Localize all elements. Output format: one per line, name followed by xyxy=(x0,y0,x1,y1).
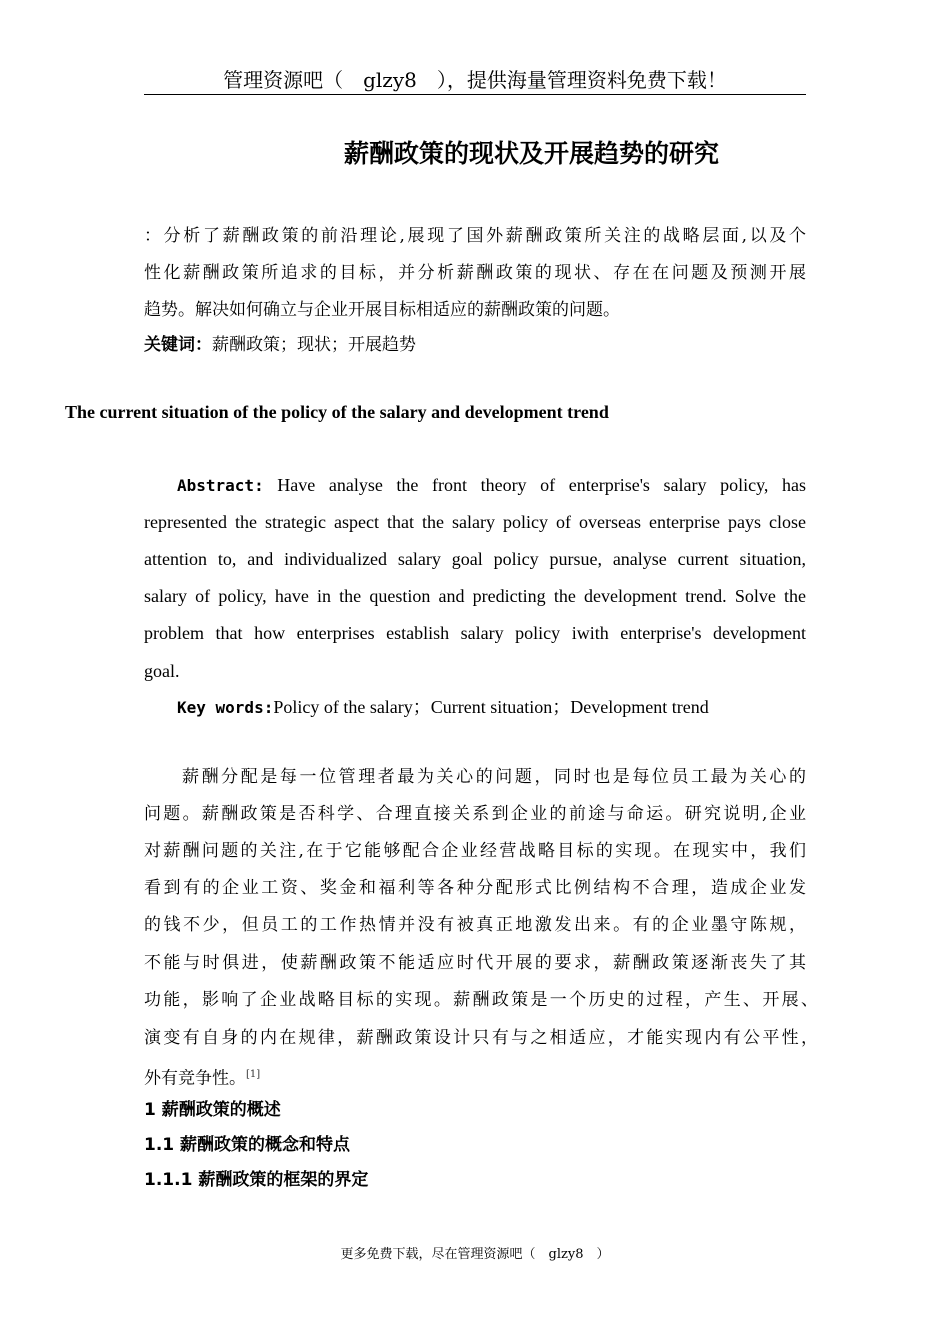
keywords-en-text: Policy of the salary；Current situation；Development trend xyxy=(273,697,709,717)
citation-marker: [1] xyxy=(246,1069,261,1080)
abstract-en-line: goal. xyxy=(144,661,180,681)
body-line: 问题。薪酬政策是否科学、合理直接关系到企业的前途与命运。研究说明,企业 xyxy=(144,804,806,824)
body-line: 对薪酬问题的关注,在于它能够配合企业经营战略目标的实现。在现实中，我们 xyxy=(144,841,806,861)
page-title: 薪酬政策的现状及开展趋势的研究 xyxy=(344,139,720,168)
body-line: 不能与时俱进，使薪酬政策不能适应时代开展的要求，薪酬政策逐渐丧失了其 xyxy=(144,953,806,973)
abstract-en-line: problem that how enterprises establish salary policy iwith enterprise's development xyxy=(144,623,806,643)
abstract-cn-line: 性化薪酬政策所追求的目标，并分析薪酬政策的现状、存在在问题及预测开展 xyxy=(144,263,806,283)
body-line: 薪酬分配是每一位管理者最为关心的问题，同时也是每位员工最为关心的 xyxy=(182,767,806,787)
body-line: 演变有自身的内在规律，薪酬政策设计只有与之相适应，才能实现内有公平性， xyxy=(144,1028,818,1048)
abstract-en-label: Abstract: xyxy=(177,476,264,495)
abstract-cn-line: ：分析了薪酬政策的前沿理论,展现了国外薪酬政策所关注的战略层面,以及个 xyxy=(144,226,806,246)
body-line: 的钱不少，但员工的工作热情并没有被真正地激发出来。有的企业墨守陈规， xyxy=(144,915,806,935)
keywords-cn-label: 关键词： xyxy=(144,335,212,355)
abstract-en-line: attention to, and individualized salary goal policy pursue, analyse current situation, xyxy=(144,549,806,569)
abstract-cn-line: 趋势。解决如何确立与企业开展目标相适应的薪酬政策的问题。 xyxy=(144,300,620,320)
abstract-en-line: salary of policy, have in the question and predicting the development trend. Solve the xyxy=(144,586,806,606)
body-line: 看到有的企业工资、奖金和福利等各种分配形式比例结构不合理，造成企业发 xyxy=(144,878,806,898)
keywords-en xyxy=(177,695,709,720)
keywords-cn xyxy=(144,333,416,357)
english-title: The current situation of the policy of the salary and development trend xyxy=(65,402,609,422)
section-heading: 1.1 薪酬政策的概念和特点 xyxy=(144,1135,351,1155)
page-footer: 更多免费下载，尽在管理资源吧（ glzy8 ） xyxy=(340,1247,610,1262)
keywords-en-label: Key words: xyxy=(177,698,274,717)
section-heading: 1.1.1 薪酬政策的框架的界定 xyxy=(144,1170,369,1190)
body-last-text: 外有竞争性。 xyxy=(144,1068,246,1089)
abstract-en-line: represented the strategic aspect that the salary policy of overseas enterprise pays close xyxy=(144,512,806,532)
body-last-line xyxy=(144,1063,260,1091)
abstract-en-text: Have analyse the front theory of enterprise's salary policy, has xyxy=(277,475,806,495)
abstract-en-first-line xyxy=(177,473,806,498)
page-header: 管理资源吧（ glzy8 ），提供海量管理资料免费下载！ xyxy=(144,66,806,95)
section-heading: 1 薪酬政策的概述 xyxy=(144,1100,281,1120)
keywords-cn-text: 薪酬政策；现状；开展趋势 xyxy=(212,335,416,355)
body-line: 功能，影响了企业战略目标的实现。薪酬政策是一个历史的过程，产生、开展、 xyxy=(144,990,818,1010)
